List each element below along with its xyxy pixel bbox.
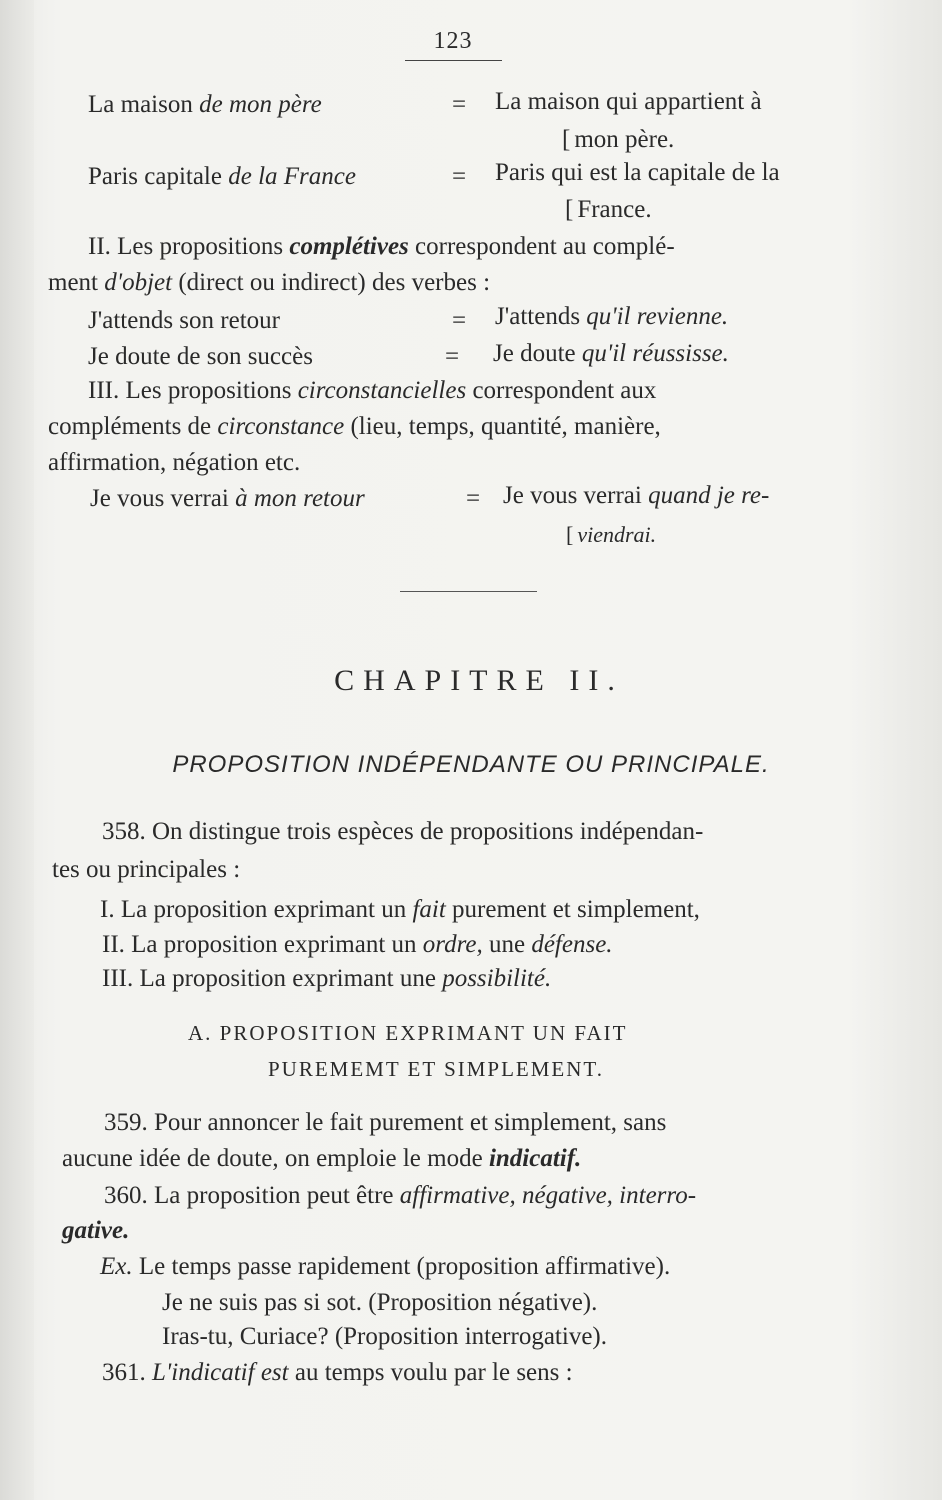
example-left: [88, 160, 356, 194]
page-binding-shadow: [0, 0, 34, 1500]
emphasis: négative,: [521, 1182, 613, 1209]
continuation-text: mon père.: [574, 126, 675, 153]
example-line: Iras-tu, Curiace? (Proposition interrogative).: [162, 1323, 607, 1350]
text: II. La proposition exprimant un: [102, 931, 423, 958]
section-iii-line-3: affirmation, négation etc.: [48, 449, 301, 476]
example-label: Ex.: [100, 1253, 133, 1280]
paragraph-number: 358.: [102, 818, 146, 845]
equals-sign: =: [466, 485, 481, 512]
text: (direct ou indirect) des verbes :: [172, 269, 491, 296]
paragraph-358-line-1: [102, 815, 703, 849]
section-ii-line-2: [48, 266, 490, 300]
example-right: La maison qui appartient à: [495, 88, 762, 115]
emphasis: affirmative,: [399, 1182, 516, 1209]
text: ment: [48, 269, 105, 296]
list-item: [100, 893, 700, 927]
emphasis: quand je re-: [648, 482, 770, 509]
text: III. Les propositions: [88, 377, 298, 404]
example-left-italic: de mon père: [199, 91, 322, 118]
example-left-text: Paris capitale: [88, 163, 229, 190]
subsection-title-line-1: A. PROPOSITION EXPRIMANT UN FAIT: [188, 1021, 628, 1045]
section-iii-line-1: [88, 374, 656, 408]
paragraph-360-line-1: [104, 1179, 696, 1213]
text: Pour annoncer le fait purement et simplement, sans: [147, 1109, 667, 1136]
emphasis: ordre,: [422, 931, 483, 958]
continuation-bracket: [: [562, 126, 571, 153]
emphasis: circonstance: [217, 413, 345, 440]
paragraph-361-line-1: [102, 1356, 573, 1390]
emphasis: L'indicatif est: [152, 1359, 289, 1386]
example-line: [100, 1250, 670, 1284]
emphasis: fait: [412, 896, 446, 923]
chapter-title: CHAPITRE II.: [334, 664, 624, 697]
text: On distingue trois espèces de propositions indépendan-: [145, 818, 704, 845]
text: purement et simplement,: [445, 896, 700, 923]
example-right: [503, 479, 769, 513]
emphasis: gative.: [62, 1217, 130, 1244]
emphasis: complétives: [289, 233, 409, 260]
paragraph-number: 361.: [102, 1359, 146, 1386]
list-item: [102, 928, 613, 962]
section-iii-line-2: [48, 410, 661, 444]
continuation-bracket: [: [565, 196, 574, 223]
example-continuation: [562, 123, 674, 157]
example-left-text: La maison: [88, 91, 200, 118]
emphasis: d'objet: [104, 269, 173, 296]
emphasis: qu'il revienne.: [586, 303, 729, 330]
text: II. Les propositions: [88, 233, 290, 260]
example-continuation: [566, 518, 656, 552]
continuation-text: viendrai.: [577, 522, 657, 547]
equals-sign: =: [445, 343, 460, 370]
example-right: [495, 300, 728, 334]
text: Je vous verrai: [90, 485, 236, 512]
example-left: [90, 482, 365, 516]
text: une: [482, 931, 532, 958]
text: au temps voulu par le sens :: [288, 1359, 573, 1386]
emphasis: défense.: [531, 931, 613, 958]
example-line: Je ne suis pas si sot. (Proposition négative).: [162, 1289, 598, 1316]
example-left: J'attends son retour: [88, 307, 280, 334]
paragraph-360-line-2: [62, 1214, 129, 1248]
section-ii-line-1: [88, 230, 675, 264]
emphasis: possibilité.: [442, 965, 552, 992]
example-left: Je doute de son succès: [88, 343, 313, 370]
equals-sign: =: [452, 91, 467, 118]
section-title: PROPOSITION INDÉPENDANTE OU PRINCIPALE.: [172, 751, 770, 778]
emphasis: qu'il réussisse.: [581, 340, 729, 367]
emphasis: interro-: [619, 1182, 697, 1209]
subsection-title-line-2: PUREMEMT ET SIMPLEMENT.: [268, 1057, 604, 1081]
emphasis: circonstancielles: [297, 377, 467, 404]
paragraph-359-line-1: [104, 1106, 666, 1140]
text: compléments de: [48, 413, 218, 440]
continuation-bracket: [: [566, 522, 574, 547]
text: La proposition peut être: [147, 1182, 400, 1209]
example-right: [493, 337, 729, 371]
text: Je doute: [493, 340, 582, 367]
paragraph-358-line-2: tes ou principales :: [52, 856, 241, 883]
text: Je vous verrai: [503, 482, 649, 509]
text: I. La proposition exprimant un: [100, 896, 413, 923]
text: J'attends: [495, 303, 587, 330]
continuation-text: France.: [577, 196, 652, 223]
paragraph-359-line-2: [62, 1142, 581, 1176]
example-left: [88, 88, 322, 122]
equals-sign: =: [452, 163, 467, 190]
text: (lieu, temps, quantité, manière,: [344, 413, 661, 440]
section-separator: [400, 591, 537, 592]
text: Le temps passe rapidement (proposition affirmative).: [138, 1253, 671, 1280]
text: correspondent au complé-: [408, 233, 675, 260]
page-number-rule: [405, 60, 502, 61]
paragraph-number: 360.: [104, 1182, 148, 1209]
equals-sign: =: [452, 307, 467, 334]
text: aucune idée de doute, on emploie le mode: [62, 1145, 489, 1172]
text: III. La proposition exprimant une: [102, 965, 443, 992]
emphasis: indicatif.: [488, 1145, 582, 1172]
list-item: [102, 962, 551, 996]
text: correspondent aux: [466, 377, 657, 404]
example-right: Paris qui est la capitale de la: [495, 159, 780, 186]
example-left-italic: de la France: [228, 163, 356, 190]
example-continuation: [565, 193, 652, 227]
emphasis: à mon retour: [235, 485, 365, 512]
page-number: 123: [433, 28, 473, 54]
paragraph-number: 359.: [104, 1109, 148, 1136]
